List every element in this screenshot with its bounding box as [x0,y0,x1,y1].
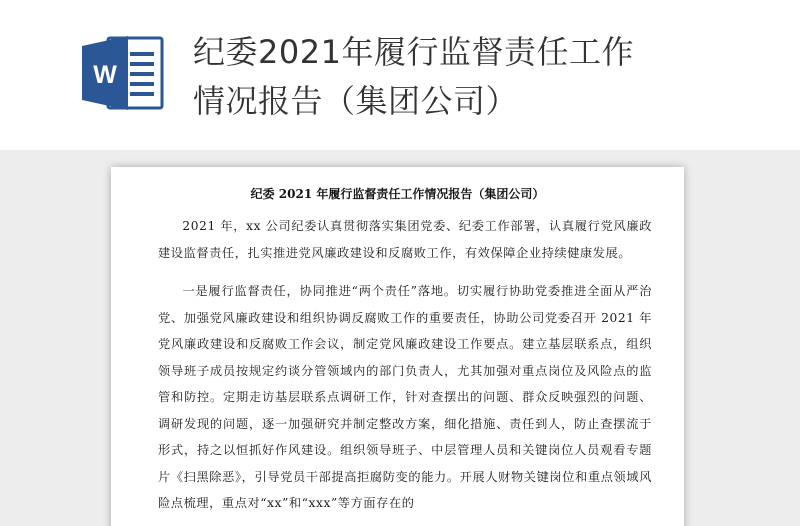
document-title: 纪委 2021 年履行监督责任工作情况报告（集团公司） [250,187,545,201]
header-area [0,0,800,150]
document-paragraph: 一是履行监督责任，协同推进“两个责任”落地。切实履行协助党委推进全面从严治党、加强党风廉政建设和组织协调反腐败工作的重要责任，协助公司党委召开 2021 年党风廉政建设和反腐败工作会议，制定党风廉政建设工作要点。建立基层联系点，组织领导班子成员按规定约谈分管领域内的部门负责人，尤其加强对重点岗位及风险点的监管和防控。定期走访基层联系点调研工作，针对查摆出的问题、群众反映强烈的问题、调研发现的问题，逐一加强研究并制定整改方案，细化措施、责任到人，防止查摆流于形式，持之以恒抓好作风建设。组织领导班子、中层管理人员和关键岗位人员观看专题片《扫黑除恶》，引导党员干部提高拒腐防变的能力。开展人财物关键岗位和重点领域风险点梳理，重点对“xx”和“xxx”等方面存在的 [158,284,652,510]
document-paragraph: 2021 年，xx 公司纪委认真贯彻落实集团党委、纪委工作部署，认真履行党风廉政建设监督责任，扎实推进党风廉政建设和反腐败工作，有效保障企业持续健康发展。 [158,219,652,260]
document-page [111,167,684,526]
word-icon [82,36,164,110]
word-icon-letter: W [93,61,117,89]
page-title: 纪委2021年履行监督责任工作情况报告（集团公司） [193,33,634,120]
